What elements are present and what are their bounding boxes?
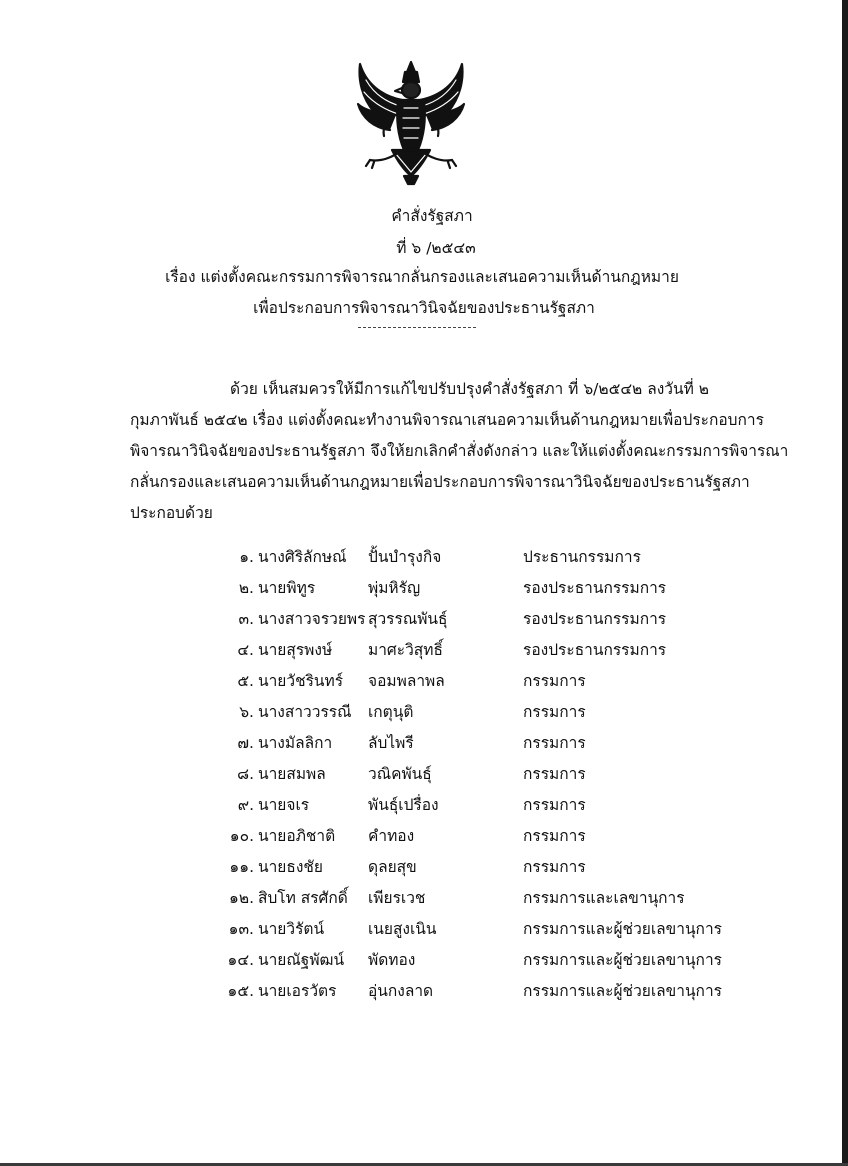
member-first-name: นายวัชรินทร์ — [258, 672, 344, 690]
paragraph-line-3: พิจารณาวินิจฉัยของประธานรัฐสภา จึงให้ยกเลิกคำสั่งดังกล่าว และให้แต่งตั้งคณะกรรมการพิจารณา — [130, 442, 789, 460]
member-list — [0, 540, 848, 1005]
member-position: ประธานกรรมการ — [523, 548, 641, 566]
member-row — [0, 602, 848, 633]
divider — [358, 327, 476, 328]
member-last-name: เกตุนุติ — [368, 703, 414, 721]
member-row — [0, 664, 848, 695]
member-position: รองประธานกรรมการ — [523, 610, 667, 628]
member-position: กรรมการ — [523, 827, 586, 845]
member-position: กรรมการ — [523, 672, 586, 690]
subject-line-2: เพื่อประกอบการพิจารณาวินิจฉัยของประธานรัฐสภา — [253, 299, 595, 317]
member-first-name: นายสุรพงษ์ — [258, 641, 333, 659]
member-row — [0, 974, 848, 1005]
member-row — [0, 912, 848, 943]
garuda-emblem-icon — [352, 58, 470, 188]
member-last-name: สุวรรณพันธุ์ — [368, 610, 448, 628]
member-last-name: เพียรเวช — [368, 889, 426, 907]
member-first-name: นายวิรัตน์ — [258, 920, 325, 938]
member-position: กรรมการและผู้ช่วยเลขานุการ — [523, 920, 722, 938]
member-number: ๑๑. — [229, 858, 254, 876]
member-position: รองประธานกรรมการ — [523, 579, 667, 597]
member-number: ๔. — [237, 641, 254, 659]
member-first-name: นายสมพล — [258, 765, 326, 783]
member-row — [0, 633, 848, 664]
member-last-name: ดุลยสุข — [368, 858, 417, 876]
member-last-name: วณิคพันธุ์ — [368, 765, 432, 783]
member-last-name: มาศะวิสุทธิ์ — [368, 641, 443, 659]
member-number: ๑๔. — [227, 951, 254, 969]
member-number: ๑๐. — [229, 827, 254, 845]
member-row — [0, 788, 848, 819]
member-first-name: นางศิริลักษณ์ — [258, 548, 347, 566]
order-title: คำสั่งรัฐสภา — [391, 207, 473, 225]
subject-line-1: เรื่อง แต่งตั้งคณะกรรมการพิจารณากลั่นกรองและเสนอความเห็นด้านกฎหมาย — [165, 268, 679, 286]
member-last-name: จอมพลาพล — [368, 672, 445, 690]
member-last-name: คำทอง — [368, 827, 415, 845]
member-number: ๑๒. — [229, 889, 254, 907]
member-first-name: นายพิทูร — [258, 579, 316, 597]
member-first-name: นางมัลลิกา — [258, 734, 333, 752]
paragraph-line-2: กุมภาพันธ์ ๒๕๔๒ เรื่อง แต่งตั้งคณะทำงานพิจารณาเสนอความเห็นด้านกฎหมายเพื่อประกอบการ — [130, 411, 764, 429]
member-number: ๖. — [239, 703, 254, 721]
member-number: ๙. — [237, 796, 254, 814]
member-position: กรรมการ — [523, 796, 586, 814]
member-number: ๑. — [239, 548, 254, 566]
member-first-name: นางสาววรรณี — [258, 703, 352, 721]
member-last-name: ปั้นบำรุงกิจ — [368, 548, 442, 566]
member-number: ๘. — [237, 765, 254, 783]
member-number: ๑๕. — [227, 982, 254, 1000]
member-number: ๓. — [238, 610, 254, 628]
member-position: กรรมการและเลขานุการ — [523, 889, 685, 907]
member-position: กรรมการ — [523, 703, 586, 721]
member-first-name: นายอภิชาติ — [258, 827, 336, 845]
member-number: ๗. — [237, 734, 254, 752]
member-number: ๒. — [238, 579, 254, 597]
order-number: ที่ ๖ /๒๕๔๓ — [396, 239, 476, 257]
member-last-name: พัดทอง — [368, 951, 416, 969]
member-row — [0, 881, 848, 912]
member-last-name: พุ่มหิรัญ — [368, 579, 421, 597]
member-last-name: ลับไพรี — [368, 734, 414, 752]
member-number: ๑๓. — [228, 920, 254, 938]
member-row — [0, 943, 848, 974]
member-row — [0, 571, 848, 602]
member-last-name: เนยสูงเนิน — [368, 920, 437, 938]
member-position: กรรมการและผู้ช่วยเลขานุการ — [523, 951, 722, 969]
member-first-name: สิบโท สรศักดิ์ — [258, 889, 348, 907]
member-row — [0, 726, 848, 757]
member-position: รองประธานกรรมการ — [523, 641, 667, 659]
member-first-name: นายธงชัย — [258, 858, 324, 876]
member-row — [0, 850, 848, 881]
member-position: กรรมการ — [523, 765, 586, 783]
paragraph-line-4: กลั่นกรองและเสนอความเห็นด้านกฎหมายเพื่อประกอบการพิจารณาวินิจฉัยของประธานรัฐสภา — [130, 473, 750, 491]
member-position: กรรมการ — [523, 858, 586, 876]
member-row — [0, 540, 848, 571]
member-first-name: นายเอรวัตร — [258, 982, 337, 1000]
member-first-name: นายจเร — [258, 796, 310, 814]
member-row — [0, 757, 848, 788]
member-row — [0, 695, 848, 726]
member-position: กรรมการและผู้ช่วยเลขานุการ — [523, 982, 722, 1000]
paragraph-line-1: ด้วย เห็นสมควรให้มีการแก้ไขปรับปรุงคำสั่งรัฐสภา ที่ ๖/๒๕๔๒ ลงวันที่ ๒ — [230, 380, 709, 398]
member-number: ๕. — [237, 672, 254, 690]
member-row — [0, 819, 848, 850]
member-last-name: อุ่นกงลาด — [368, 982, 434, 1000]
member-position: กรรมการ — [523, 734, 586, 752]
member-first-name: นางสาวจรวยพร — [258, 610, 366, 628]
paragraph-line-5: ประกอบด้วย — [130, 504, 213, 522]
member-first-name: นายณัฐพัฒน์ — [258, 951, 345, 969]
member-last-name: พันธุ์เปรื่อง — [368, 796, 439, 814]
